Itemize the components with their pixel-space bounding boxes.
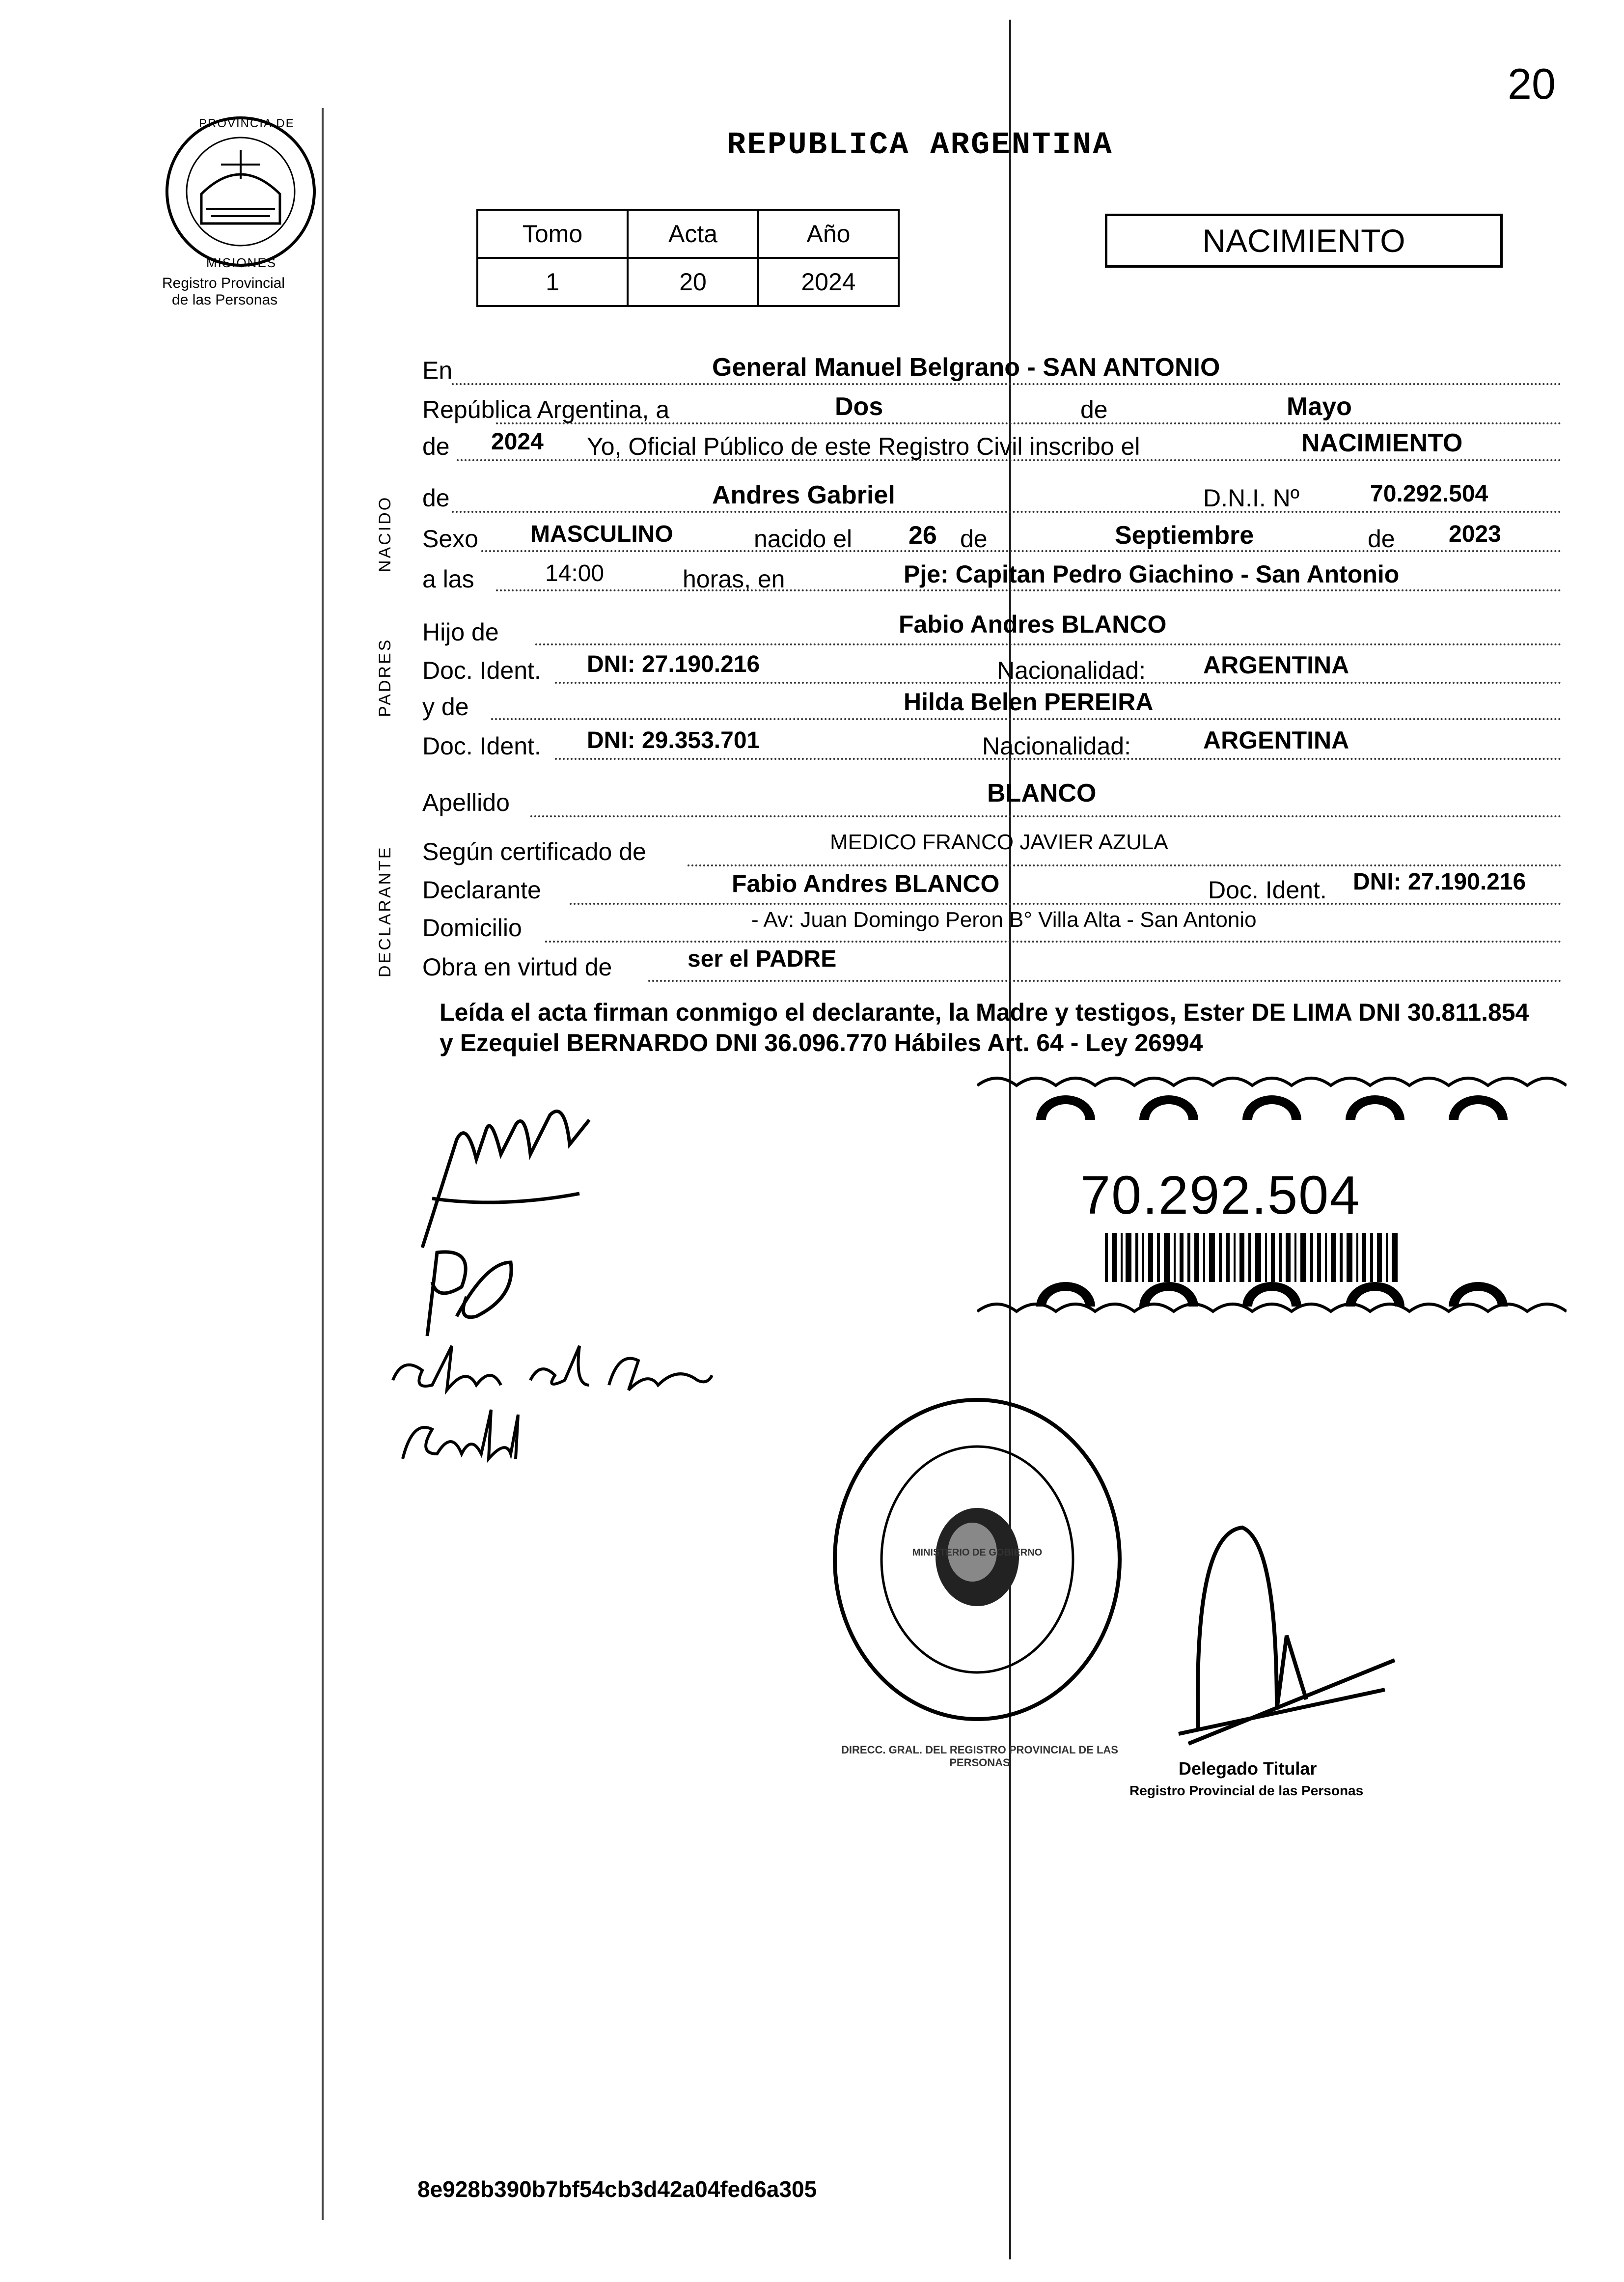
mother-nationality: ARGENTINA (1203, 726, 1349, 754)
record-type: NACIMIENTO (1202, 223, 1405, 259)
page-number: 20 (1508, 59, 1556, 108)
birth-day: 26 (908, 521, 937, 550)
mother-name: Hilda Belen PEREIRA (904, 688, 1154, 716)
official-seal-text: DIRECC. GRAL. DEL REGISTRO PROVINCIAL DE LAS PERSONAS (841, 1744, 1118, 1769)
row-line (535, 643, 1562, 645)
place-value: General Manuel Belgrano - SAN ANTONIO (712, 353, 1220, 382)
record-type-box (1105, 214, 1503, 268)
signature-official (1159, 1513, 1414, 1768)
closing-text: Leída el acta firman conmigo el declarante, la Madre y testigos, Ester DE LIMA DNI 30.811.854 y Ezequiel BERNARDO DNI 36.096.770 Hábiles Art. 64 - Ley 26994 (440, 999, 1529, 1057)
signature-witness-1 (383, 1336, 717, 1405)
child-name: Andres Gabriel (712, 481, 895, 509)
birth-month: Septiembre (1115, 521, 1254, 550)
father-name: Fabio Andres BLANCO (899, 611, 1167, 638)
document-hash: 8e928b390b7bf54cb3d42a04fed6a305 (417, 2176, 817, 2202)
year-value: 2024 (491, 429, 544, 455)
province-seal (157, 111, 324, 273)
birth-place: Pje: Capitan Pedro Giachino - San Antonio (904, 560, 1400, 588)
row-line (570, 903, 1562, 905)
section-label-nacido: NACIDO (376, 495, 394, 572)
en-label: En (422, 357, 453, 384)
dni-label: D.N.I. Nº (1203, 484, 1300, 512)
row-line (688, 864, 1562, 866)
de-label: de (422, 484, 450, 512)
child-dni: 70.292.504 (1370, 481, 1488, 507)
official-seal (825, 1390, 1129, 1729)
declarant-doc-label: Doc. Ident. (1208, 876, 1327, 904)
row-line (545, 941, 1562, 943)
nacido-el-label: nacido el (754, 525, 853, 553)
republic-label: República Argentina, a (422, 396, 670, 423)
header-acta: Acta (628, 210, 758, 258)
seal-text-bottom: MISIONES (206, 255, 277, 270)
country-title: REPUBLICA ARGENTINA (727, 128, 1113, 163)
day-words: Dos (835, 392, 883, 421)
official-seal-inner: MINISTERIO DE GOBIERNO (912, 1547, 1043, 1558)
declarant-name: Fabio Andres BLANCO (732, 870, 1000, 897)
section-label-declarante: DECLARANTE (376, 845, 394, 977)
birth-year: 2023 (1449, 521, 1501, 547)
yo-label: Yo, Oficial Público de este Registro Civil inscribo el (587, 433, 1140, 460)
declarante-label: Declarante (422, 876, 541, 904)
header-anio: Año (758, 210, 899, 258)
signature-declarant (403, 1100, 609, 1257)
capacity-value: ser el PADRE (688, 946, 837, 972)
hijo-de-label: Hijo de (422, 618, 499, 646)
obra-label: Obra en virtud de (422, 953, 612, 981)
registry-name-line1: Registro Provincial (162, 275, 285, 291)
section-label-padres: PADRES (376, 638, 394, 717)
row-line (452, 383, 1562, 385)
barcode-number: 70.292.504 (1080, 1165, 1361, 1225)
declarant-doc: DNI: 27.190.216 (1353, 869, 1526, 895)
sex-value: MASCULINO (530, 521, 673, 547)
anio-value: 2024 (758, 258, 899, 306)
domicilio-label: Domicilio (422, 914, 522, 942)
nacionalidad-label: Nacionalidad: (997, 657, 1146, 684)
de-label: de (1368, 525, 1395, 553)
row-line (496, 589, 1562, 591)
y-de-label: y de (422, 693, 469, 721)
acta-value: 20 (628, 258, 758, 306)
row-line (481, 550, 1562, 552)
row-line (530, 815, 1562, 817)
de-label: de (960, 525, 988, 553)
sexo-label: Sexo (422, 525, 478, 553)
signatory-title: Delegado Titular (1179, 1758, 1317, 1779)
row-line (452, 511, 1562, 513)
left-margin-line (322, 108, 324, 2220)
nacionalidad-label: Nacionalidad: (982, 732, 1131, 760)
father-nationality: ARGENTINA (1203, 651, 1349, 679)
certificado-label: Según certificado de (422, 838, 646, 865)
month-value: Mayo (1287, 392, 1352, 421)
birth-time: 14:00 (545, 560, 605, 586)
de-label: de (422, 433, 450, 460)
mother-doc: DNI: 29.353.701 (587, 727, 760, 753)
doc-ident-label: Doc. Ident. (422, 732, 541, 760)
de-label: de (1080, 396, 1108, 423)
seal-text-top: PROVINCIA DE (199, 117, 295, 130)
tomo-value: 1 (477, 258, 628, 306)
registry-name-line2: de las Personas (172, 292, 278, 308)
signatory-office: Registro Provincial de las Personas (1129, 1783, 1364, 1798)
apellido-label: Apellido (422, 789, 510, 816)
inscription-type: NACIMIENTO (1301, 429, 1463, 457)
acta-table (476, 209, 900, 307)
certificate-value: MEDICO FRANCO JAVIER AZULA (830, 830, 1168, 854)
row-line (491, 718, 1562, 720)
domicile-value: - Av: Juan Domingo Peron B° Villa Alta - San Antonio (751, 908, 1257, 932)
father-doc: DNI: 27.190.216 (587, 651, 760, 677)
header-tomo: Tomo (477, 210, 628, 258)
signature-witness-2 (393, 1400, 540, 1474)
barcode-bars (1105, 1233, 1398, 1282)
surname-value: BLANCO (987, 779, 1097, 807)
horas-en-label: horas, en (683, 565, 785, 593)
row-line (648, 980, 1562, 982)
signature-initials (408, 1243, 525, 1341)
a-las-label: a las (422, 565, 474, 593)
doc-ident-label: Doc. Ident. (422, 657, 541, 684)
